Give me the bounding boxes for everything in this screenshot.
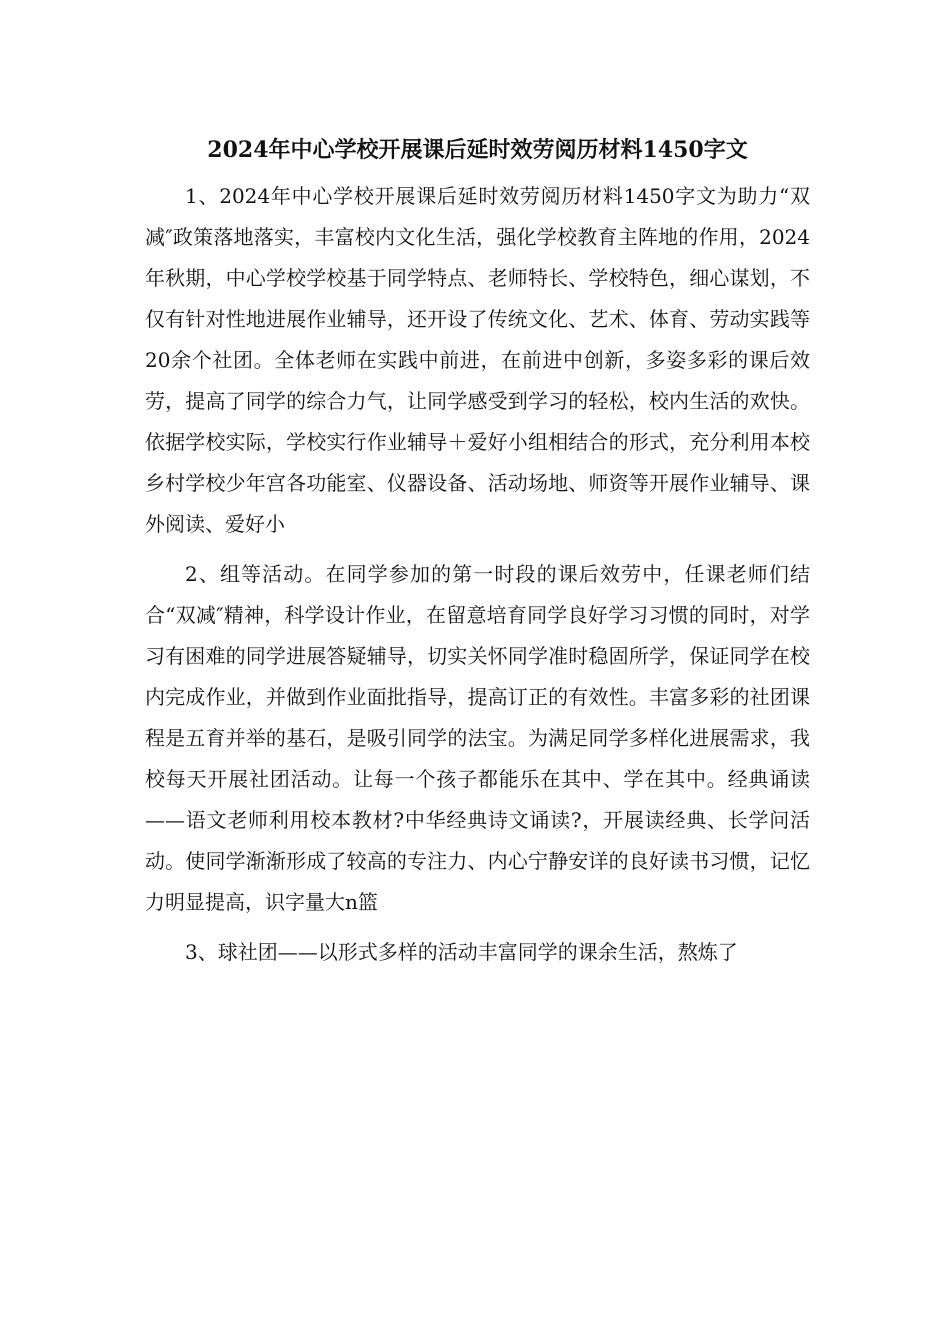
- document-page: [145, 128, 810, 973]
- document-title: 2024年中心学校开展课后延时效劳阅历材料1450字文: [207, 137, 748, 163]
- paragraph-1: 1、2024年中心学校开展课后延时效劳阅历材料1450字文为助力“双减″政策落地落实，丰富校内文化生活，强化学校教育主阵地的作用，2024年秋期，中心学校学校基于同学特点、老师特长、学校特色，细心谋划，不仅有针对性地进展作业辅导，还开设了传统文化、艺术、体育、劳动实践等20余个社团。全体老师在实践中前进，在前进中创新，多姿多彩的课后效劳，提高了同学的综合力气，让同学感受到学习的轻松，校内生活的欢快。依据学校实际，学校实行作业辅导＋爱好小组相结合的形式，充分利用本校乡村学校少年宫各功能室、仪器设备、活动场地、师资等开展作业辅导、课外阅读、爱好小: [145, 184, 810, 536]
- paragraph-3: 3、球社团——以形式多样的活动丰富同学的课余生活，熬炼了: [185, 940, 738, 964]
- paragraph-2: 2、组等活动。在同学参加的第一时段的课后效劳中，任课老师们结合“双减″精神，科学设计作业，在留意培育同学良好学习习惯的同时，对学习有困难的同学进展答疑辅导，切实关怀同学准时稳固所学，保证同学在校内完成作业，并做到作业面批指导，提高订正的有效性。丰富多彩的社团课程是五育并举的基石，是吸引同学的法宝。为满足同学多样化进展需求，我校每天开展社团活动。让每一个孩子都能乐在其中、学在其中。经典诵读——语文老师利用校本教材?中华经典诗文诵读?，开展读经典、长学问活动。使同学渐渐形成了较高的专注力、内心宁静安详的良好读书习惯，记忆力明显提高，识字量大n篮: [145, 562, 810, 914]
